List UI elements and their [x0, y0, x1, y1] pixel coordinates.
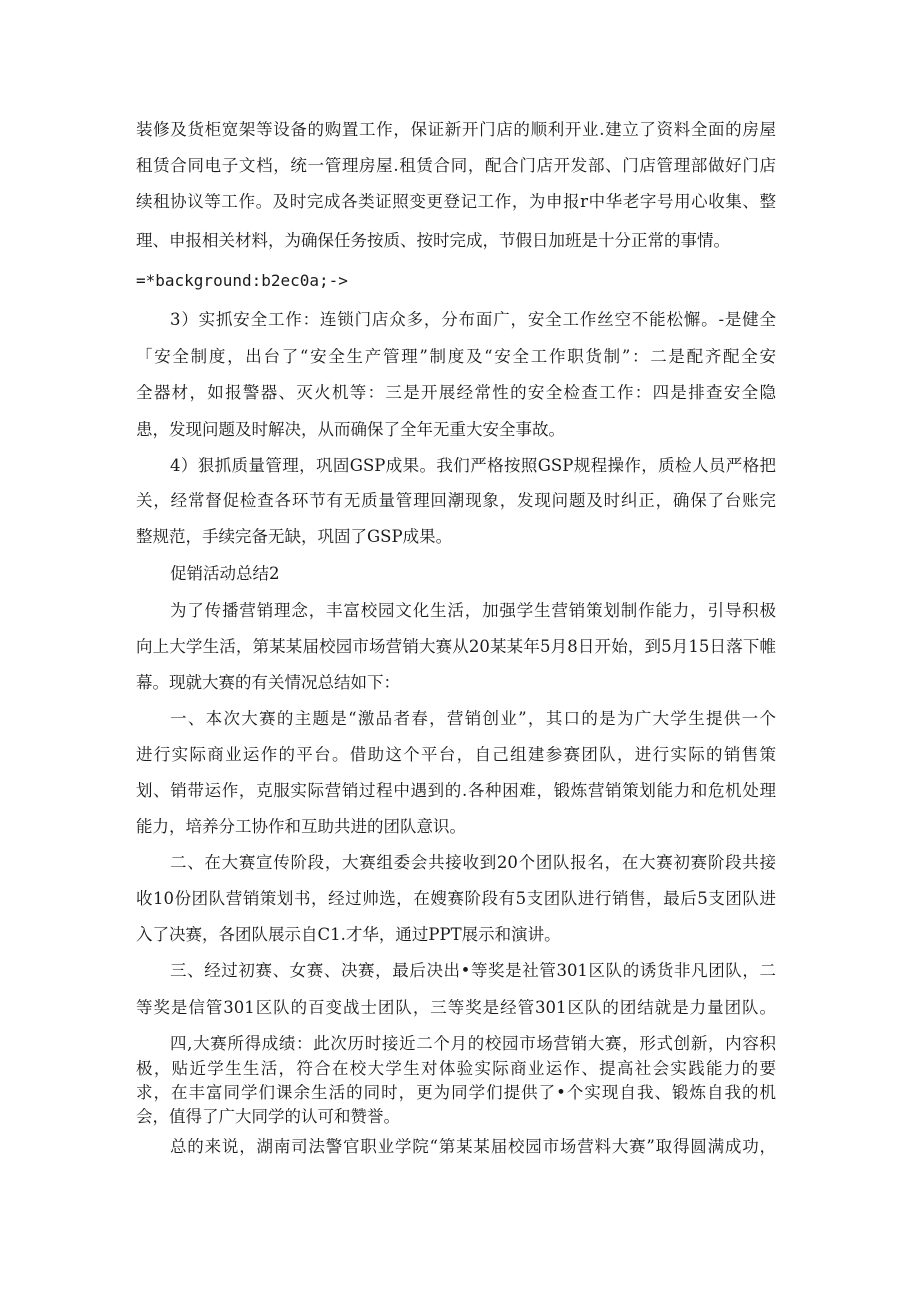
text-line: 幕。现就大赛的有关情况总结如下： — [136, 673, 400, 692]
text-line: 向上大学生活，第某某届校园市场营销大赛从20某某年5月8日开始，到5月15日落下帷 — [136, 637, 776, 656]
text-line: 整规范，手续完备无缺，巩固了GSP成果。 — [136, 527, 453, 546]
text-line: 极，贴近学生生活，符合在校大学生对体验实际商业运作、提高社会实践能力的要 — [136, 1059, 776, 1078]
section-heading: 促销活动总结2 — [170, 564, 280, 583]
text-line: 求，在丰富同学们课余生活的同时，更为同学们提供了•个实现自我、锻炼自我的机 — [136, 1083, 776, 1102]
text-line: 患，发现问题及时解决，从而确保了全年无重大安全事故。 — [136, 420, 565, 439]
text-line: 续租协议等工作。及时完成各类证照变更登记工作，为申报r中华老字号用心收集、整 — [136, 192, 776, 211]
text-line: 关，经常督促检查各环节有无质量管理回潮现象，发现问题及时纠正，确保了台账完 — [136, 491, 776, 510]
text-line: 一、本次大赛的主题是“激品者春，营销创业”，其口的是为广大学生提供一个 — [170, 709, 776, 728]
text-line: 四,大赛所得成绩：此次历时接近二个月的校园市场营销大赛，形式创新，内容积 — [170, 1034, 776, 1053]
text-line: 三、经过初赛、女赛、决赛，最后决出•等奖是社管301区队的诱货非凡团队，二 — [170, 961, 776, 980]
css-artifact-line: =*background:b2ec0a;-> — [136, 271, 348, 290]
text-line: 会，值得了广大同学的认可和赞誉。 — [136, 1107, 400, 1126]
text-line: 租赁合同电子文档，统一管理房屋.租赁合同，配合门店开发部、门店管理部做好门店 — [136, 156, 776, 175]
text-line: 入了决赛，各团队展示自C1.才华，通过PPT展示和演讲。 — [136, 925, 561, 944]
text-line: 能力，培养分工协作和互助共进的团队意识。 — [136, 817, 466, 836]
text-line: 进行实际商业运作的平台。借助这个平台，自己组建参赛团队，进行实际的销售策 — [136, 745, 776, 764]
text-line: 「安全制度，出台了“安全生产管理”制度及“安全工作职货制”：二是配齐配全安 — [136, 347, 776, 366]
text-line: 二、在大赛宣传阶段，大赛组委会共接收到20个团队报名，在大赛初赛阶段共接 — [170, 853, 776, 872]
text-line: 理、申报相关材料，为确保任务按质、按时完成，节假日加班是十分正常的事情。 — [136, 231, 730, 250]
text-line: 收10份团队营销策划书，经过帅选，在嫂赛阶段有5支团队进行销售，最后5支团队进 — [136, 889, 776, 908]
text-line: 等奖是信管301区队的百变战士团队，三等奖是经管301区队的团结就是力量团队。 — [136, 998, 776, 1017]
text-line: 划、销带运作，克服实际营销过程中遇到的.各种困难，锻炼营销策划能力和危机处理 — [136, 781, 776, 800]
text-line: 全器材，如报警器、灭火机等：三是开展经常性的安全检查工作：四是排查安全隐 — [136, 383, 776, 402]
text-line: 4）狠抓质量管理，巩固GSP成果。我们严格按照GSP规程操作，质检人员严格把 — [170, 456, 776, 475]
text-line: 为了传播营销理念，丰富校园文化生活，加强学生营销策划制作能力，引导积极 — [170, 601, 776, 620]
text-line: 3）实抓安全工作：连锁门店众多，分布面广，安全工作丝空不能松懈。-是健全 — [170, 310, 776, 329]
text-line: 总的来说，湖南司法警官职业学院“第某某届校园市场营料大赛”取得圆满成功， — [170, 1137, 776, 1156]
text-line: 装修及货柜宽架等设备的购置工作，保证新开门店的顺利开业.建立了资料全面的房屋 — [136, 120, 776, 139]
